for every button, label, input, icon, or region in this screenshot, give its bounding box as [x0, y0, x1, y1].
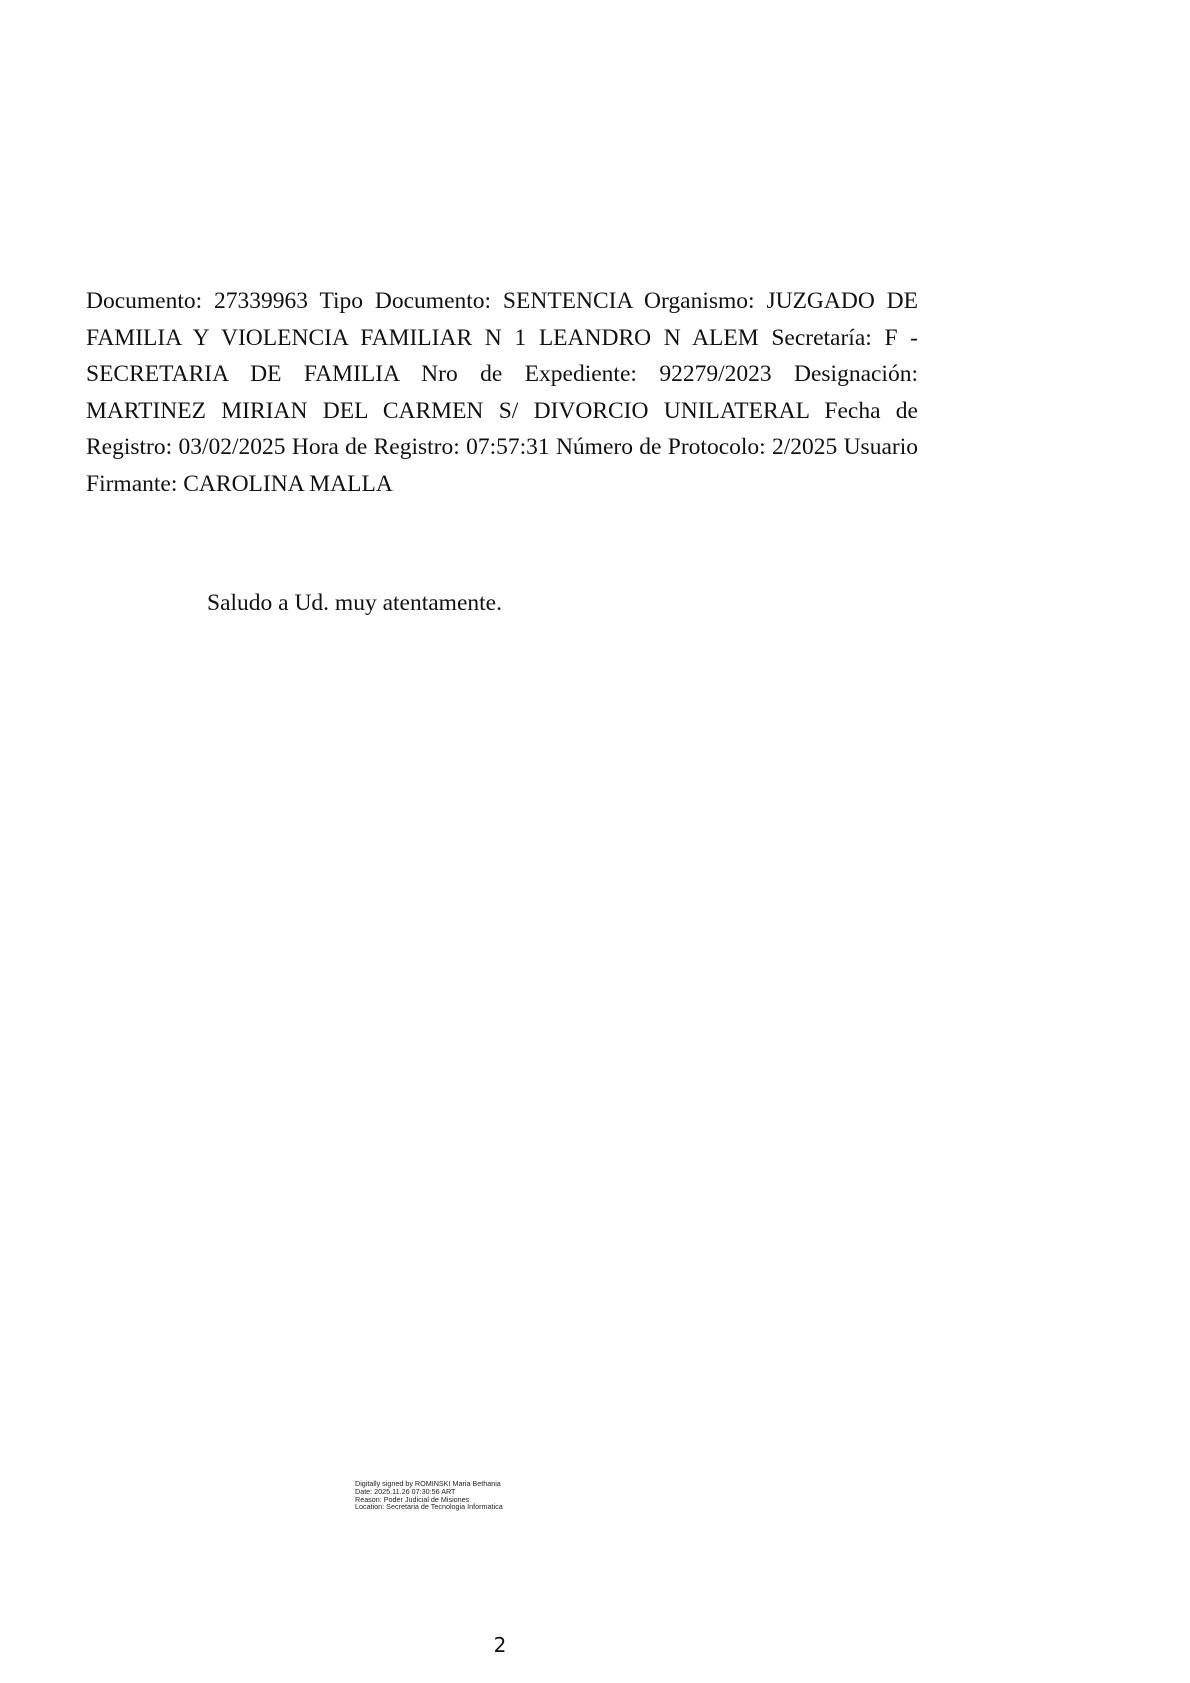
closing-salutation: Saludo a Ud. muy atentamente.	[207, 590, 502, 616]
document-metadata: Documento: 27339963 Tipo Documento: SENTENCIA Organismo: JUZGADO DE FAMILIA Y VIOLENCIA FAMILIAR N 1 LEANDRO N ALEM Secretaría: F - SECRETARIA DE FAMILIA Nro de Expediente: 92279/2023 Designación: MARTINEZ MIRIAN DEL CARMEN S/ DIVORCIO UNILATERAL Fecha de Registro: 03/02/2025 Hora de Registro: 07:57:31 Número de Protocolo: 2/2025 Usuario Firmante: CAROLINA MALLA	[86, 288, 918, 497]
signature-reason: Reason: Poder Judicial de Misiones	[355, 1494, 470, 1504]
signature-location: Location: Secretaria de Tecnologia Informatica	[355, 1502, 503, 1512]
signature-date: Date: 2025.11.26 07:30:56 ART	[355, 1486, 456, 1496]
page-number: 2	[493, 1633, 507, 1657]
signature-signer: Digitally signed by ROMINSKI Maria Bethania	[355, 1479, 501, 1488]
digital-signature	[355, 1480, 515, 1511]
